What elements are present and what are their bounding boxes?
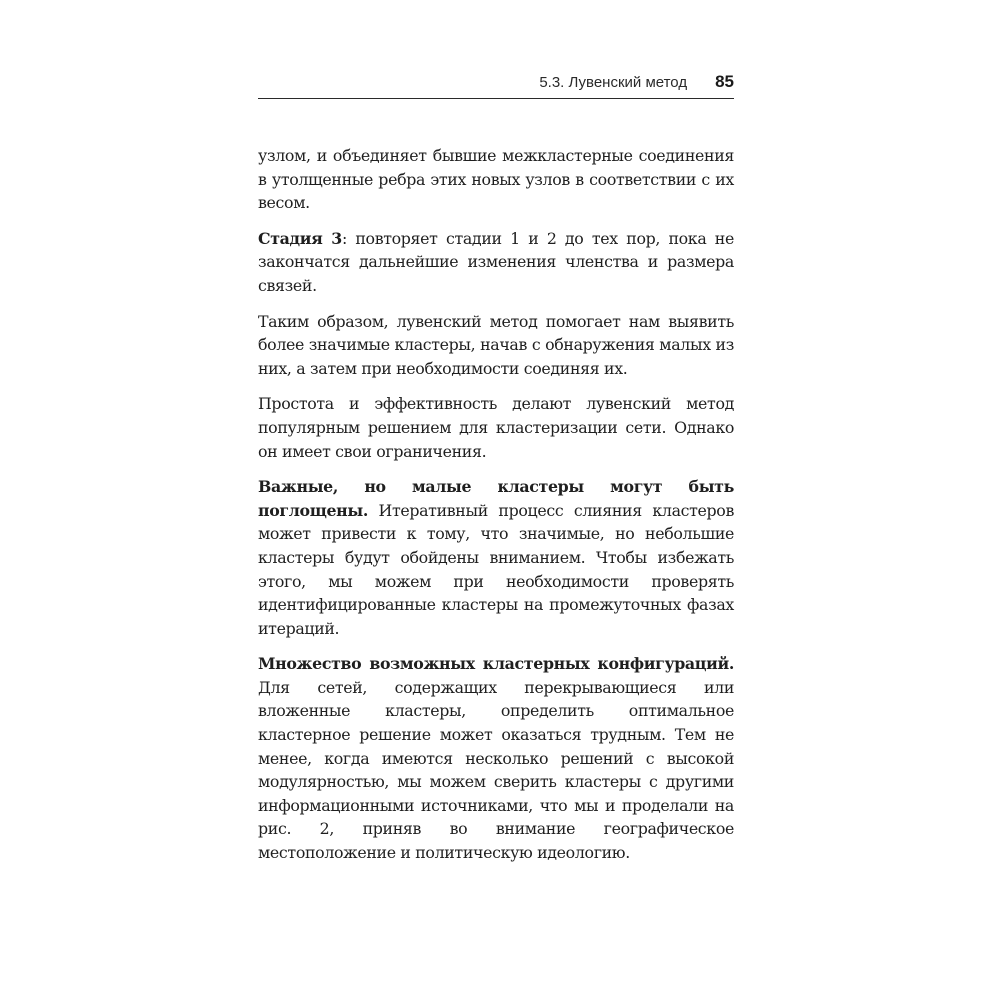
body-text [258, 144, 734, 865]
book-page [258, 72, 734, 877]
paragraph-configurations [258, 652, 734, 864]
paragraph-lead: Множество возможных кластерных конфигураций. [258, 654, 734, 674]
paragraph-text: узлом, и объединяет бывшие межкластерные соединения в утолщенные ребра этих новых узлов в соответствии с их весом. [258, 146, 734, 213]
section-title: 5.3. Лувенский метод [539, 74, 688, 91]
paragraph-small-clusters [258, 475, 734, 640]
paragraph-stage-3 [258, 227, 734, 298]
page-number: 85 [715, 72, 734, 91]
paragraph-limitations-intro [258, 392, 734, 463]
paragraph-continuation [258, 144, 734, 215]
running-header [258, 72, 734, 99]
paragraph-summary [258, 310, 734, 381]
paragraph-text: : повторяет стадии 1 и 2 до тех пор, пока не закончатся дальнейшие изменения членства и размера связей. [258, 228, 734, 295]
paragraph-lead: Важные, но малые кластеры могут быть поглощены. [258, 477, 734, 520]
paragraph-text: Для сетей, содержащих перекрывающиеся или вложенные кластеры, определить оптимальное кластерное решение может оказаться трудным. Тем не менее, когда имеются несколько решений с высокой модулярностью, мы можем сверить кластеры с другими информационными источниками, что мы и проделали на рис. 2, приняв во внимание географическое местоположение и политическую идеологию. [258, 677, 734, 863]
paragraph-lead: Стадия 3 [258, 228, 342, 248]
paragraph-text: Простота и эффективность делают лувенский метод популярным решением для кластеризации сети. Однако он имеет свои ограничения. [258, 394, 734, 461]
paragraph-text: Таким образом, лувенский метод помогает нам выявить более значимые кластеры, начав с обнаружения малых из них, а затем при необходимости соединяя их. [258, 311, 734, 378]
paragraph-text: Итеративный процесс слияния кластеров может привести к тому, что значимые, но небольшие кластеры будут обойдены вниманием. Чтобы избежать этого, мы можем при необходимости проверять идентифицированные кластеры на промежуточных фазах итераций. [258, 500, 734, 638]
